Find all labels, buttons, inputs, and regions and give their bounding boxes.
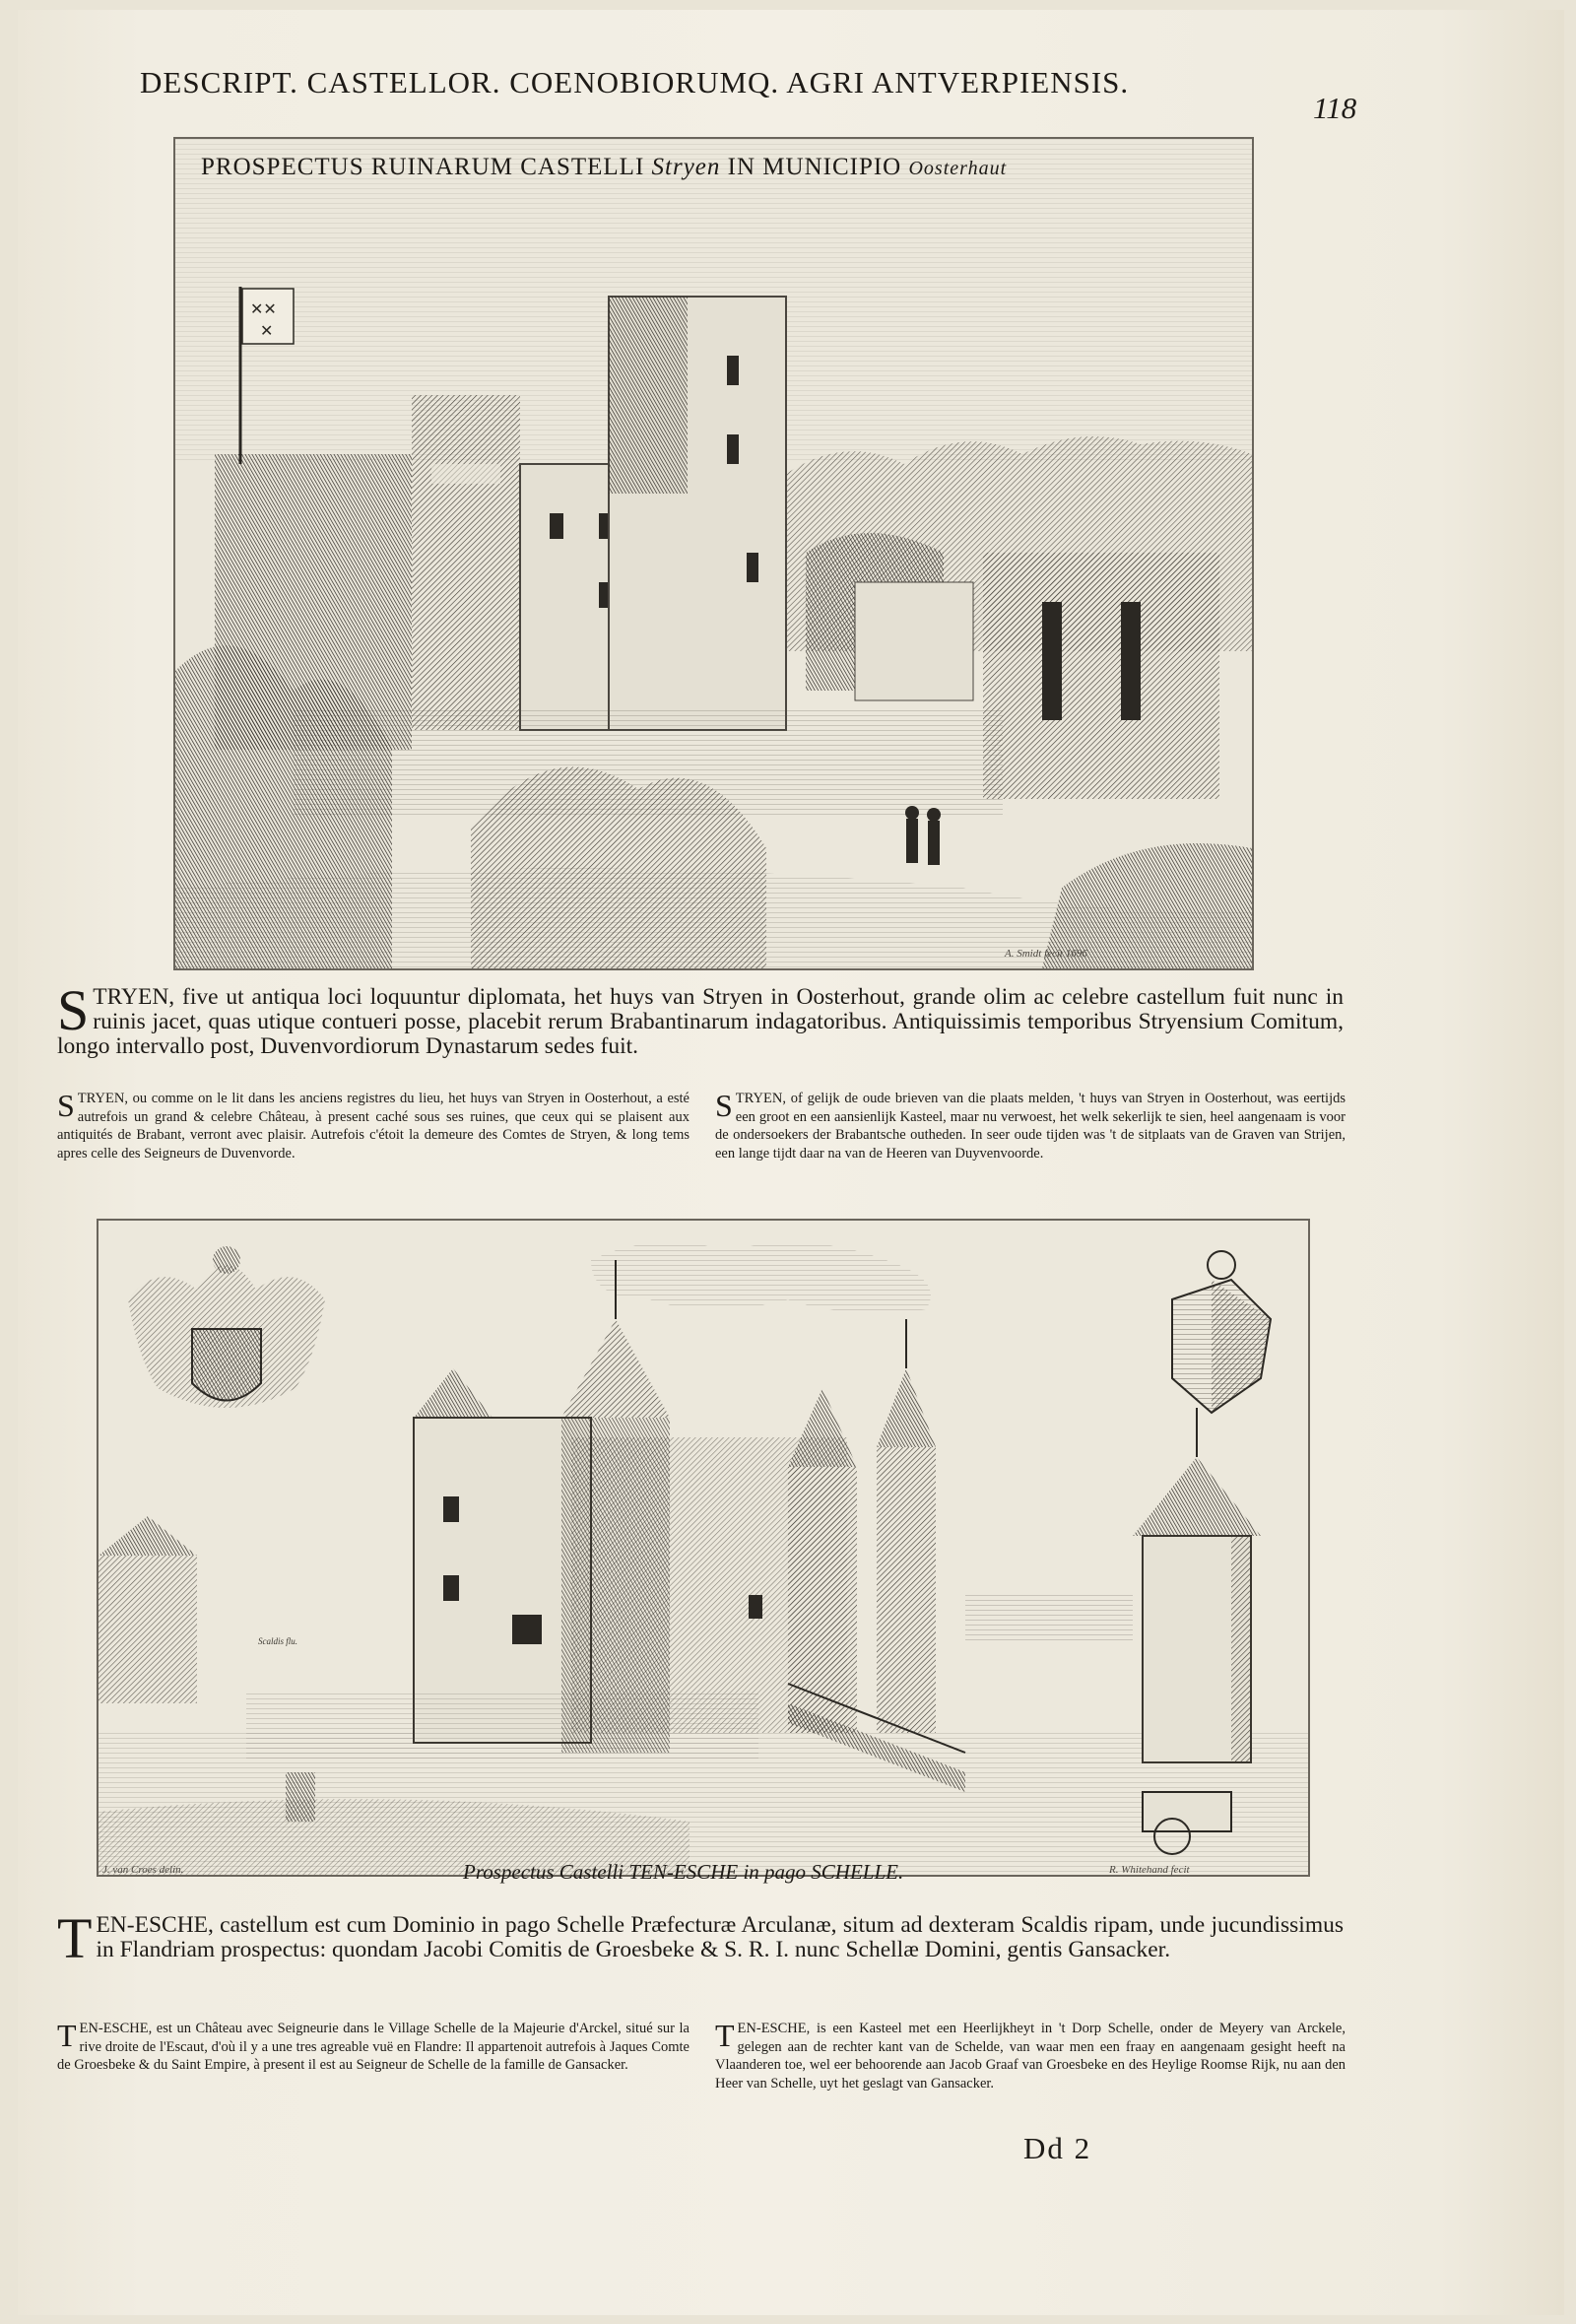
svg-text:✕✕: ✕✕ <box>250 299 277 318</box>
tenesche-dutch-column: TEN-ESCHE, is een Kasteel met een Heerlijkheyt in 't Dorp Schelle, onder de Meyery van Arckele, gelegen aan de rechter kant van de Schelde, van waar men een fraay en aangenaam gesight heeft na Vlaanderen toe, wel eer behoorende aan Jacob Graaf van Groesbeke en des Heylige Roomse Rijk, nu aan den Heer van Schelle, uyt het geslagt van Gansacker. <box>715 2018 1346 2092</box>
stryen-dutch-column: STRYEN, of gelijk de oude brieven van die plaats melden, 't huys van Stryen in Oosterhout, was eertijds een groot en een aansienlijk Kasteel, maar nu verwoest, het welk sekerlijk te sien, heel aangenaam is voor de ondersoekers der Brabantsche outheden. In seer oude tijden was 't de sitplaats van de Graven van Strijen, een lange tijdt daar na van de Heeren van Duyvenvoorde. <box>715 1088 1346 1162</box>
svg-text:✕: ✕ <box>260 321 274 340</box>
plate-tenesche-engraving <box>97 1219 1310 1877</box>
tenesche-french-column: TEN-ESCHE, est un Château avec Seigneurie dans le Village Schelle de la Majeurie d'Arckel, situé sur la rive droite de l'Escaut, d'où il y a une tres agreable vuë en Flandre: Il appartenoit autrefois à Jaques Comte de Groesbeke & du Saint Empire, à present il est au Seigneur de Schelle de la famille de Gansacker. <box>57 2018 690 2073</box>
plate-tenesche-engraver: R. Whitehand fecit <box>1109 1864 1190 1876</box>
tenesche-latin-paragraph: TEN-ESCHE, castellum est cum Dominio in pago Schelle Præfecturæ Arculanæ, situm ad dexteram Scaldis ripam, unde jucundissimus in Flandriam prospectus: quondam Jacobi Comitis de Groesbeke & S. R. I. nunc Schellæ Domini, gentis Gansacker. <box>57 1906 1344 1970</box>
river-label: Scaldis flu. <box>258 1636 297 1646</box>
castle-illustration <box>98 1221 1308 1875</box>
ruins-illustration <box>175 139 1252 968</box>
plate-stryen-engraving <box>173 137 1254 970</box>
page-number: 118 <box>1313 91 1357 125</box>
signature-mark: Dd 2 <box>1023 2131 1092 2165</box>
plate-stryen-title: PROSPECTUS RUINARUM CASTELLI Stryen IN MUNICIPIO Oosterhaut <box>201 154 1008 180</box>
stryen-french-column: STRYEN, ou comme on le lit dans les anciens registres du lieu, het huys van Stryen in Oosterhout, a esté autrefois un grand & celebre Château, à present caché sous ses ruines, que ceux qui se plaisent aux antiquités de Brabant, verront avec plaisir. Autrefois c'étoit la demeure des Comtes de Stryen, & long tems apres celle des Seigneurs de Duvenvorde. <box>57 1088 690 1162</box>
plate-stryen-artist-credit: A. Smidt fecit 1696 <box>1005 948 1087 960</box>
running-head: DESCRIPT. CASTELLOR. COENOBIORUMQ. AGRI ANTVERPIENSIS. <box>140 65 1130 100</box>
plate-tenesche-caption: Prospectus Castelli TEN-ESCHE in pago SCHELLE. <box>463 1860 904 1884</box>
plate-tenesche-draughtsman: J. van Croes delin. <box>102 1864 184 1876</box>
stryen-latin-paragraph: STRYEN, five ut antiqua loci loquuntur diplomata, het huys van Stryen in Oosterhout, grande olim ac celebre castellum fuit nunc in ruinis jacet, quas utique contueri posse, placebit rerum Brabantinarum indagatoribus. Antiquissimis temporibus Stryensium Comitum, longo intervallo post, Duvenvordiorum Dynastarum sedes fuit. <box>57 978 1344 1059</box>
